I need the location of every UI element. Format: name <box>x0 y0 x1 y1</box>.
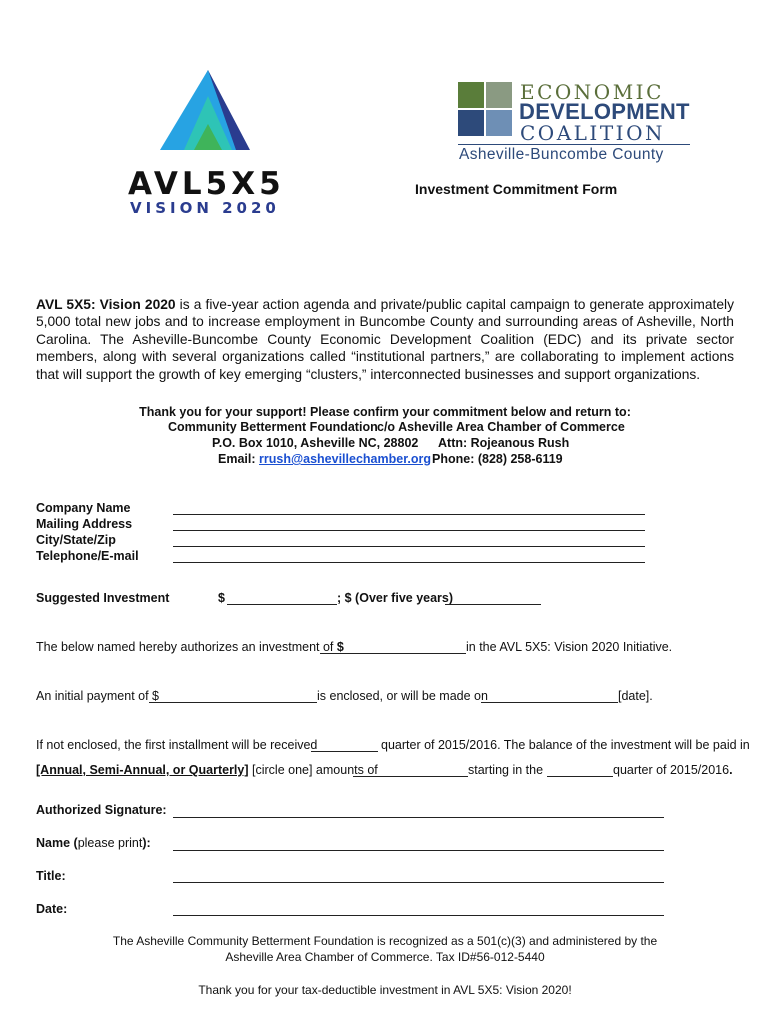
payment-after: [date]. <box>618 689 653 703</box>
installment-period: . <box>729 763 733 777</box>
contact-co: c/o Asheville Area Chamber of Commerce <box>377 420 625 434</box>
installment-row2 <box>36 763 378 777</box>
payment-before: An initial payment of $ <box>36 689 159 703</box>
installment-start-field[interactable] <box>547 776 613 777</box>
footer-notice <box>0 934 770 965</box>
installment-amounts-field[interactable] <box>353 776 468 777</box>
edc-line3: COALITION <box>520 121 665 145</box>
contact-attn: Attn: Rojeanous Rush <box>438 436 570 450</box>
installment-part4: starting in the <box>468 763 544 777</box>
avl-logo <box>128 68 288 218</box>
form-title: Investment Commitment Form <box>415 181 618 197</box>
contact-line1: Thank you for your support! Please confirm your commitment below and return to: <box>139 405 631 419</box>
footer-line2: Asheville Area Chamber of Commerce. Tax ID#56-012-5440 <box>225 949 545 964</box>
edc-line2: DEVELOPMENT <box>519 99 690 124</box>
authorize-before <box>36 640 344 654</box>
installment-end <box>613 763 733 777</box>
installment-part1: If not enclosed, the first installment will be received <box>36 738 318 752</box>
date-field[interactable] <box>173 915 664 916</box>
title-label: Title: <box>36 869 66 883</box>
title-field[interactable] <box>173 882 664 883</box>
company-name-field[interactable] <box>173 514 645 515</box>
edc-divider <box>458 144 690 145</box>
date-label: Date: <box>36 902 68 916</box>
installment-frequency[interactable]: [Annual, Semi-Annual, or Quarterly] <box>36 763 249 777</box>
avl-title: AVL5X5 <box>128 166 285 202</box>
edc-line1: ECONOMIC <box>520 80 664 104</box>
installment-part5: quarter of 2015/2016 <box>613 763 730 777</box>
investment-five-year-field[interactable] <box>445 604 541 605</box>
name-label-bold: Name ( <box>36 836 78 850</box>
avl-triangle-icon <box>128 68 288 152</box>
mailing-address-label: Mailing Address <box>36 517 133 531</box>
investment-amount-field[interactable] <box>227 604 337 605</box>
email-label: Email: <box>218 452 259 466</box>
name-field[interactable] <box>173 850 664 851</box>
authorized-signature-label: Authorized Signature: <box>36 803 167 817</box>
contact-org: Community Betterment Foundation <box>168 420 378 434</box>
intro-bold-lead: AVL 5X5: Vision 2020 <box>36 297 176 312</box>
installment-part3: [circle one] amounts of <box>248 763 378 777</box>
avl-subtitle: VISION 2020 <box>130 199 280 217</box>
email-link[interactable]: rrush@ashevillechamber.org <box>259 452 431 466</box>
intro-text: is a five-year action agenda and private/public capital campaign to generate approximately 5,000 total new jobs and to increase employment in Buncombe County and surrounding areas of Asheville, North Carolina. The Asheville-Buncombe County Economic Development Coalition (EDC) and its private sector members, along with several organizations called “institutional partners,” are collaborating to implement actions that will support the growth of key emerging “clusters,” interconnected businesses and support organizations. <box>36 297 734 382</box>
authorize-dollar: $ <box>336 640 344 654</box>
contact-email-row <box>218 452 431 466</box>
name-label-end: ): <box>142 836 151 850</box>
suggested-investment-label: Suggested Investment <box>36 591 170 605</box>
city-state-zip-field[interactable] <box>173 546 645 547</box>
mailing-address-field[interactable] <box>173 530 645 531</box>
edc-logo <box>458 82 698 162</box>
telephone-email-label: Telephone/E-mail <box>36 549 139 563</box>
contact-phone: Phone: (828) 258-6119 <box>432 452 563 466</box>
intro-paragraph <box>36 296 734 383</box>
investment-dollar: $ <box>218 591 225 605</box>
payment-amount-field[interactable] <box>149 702 317 703</box>
authorize-amount-field[interactable] <box>320 653 466 654</box>
company-name-label: Company Name <box>36 501 131 515</box>
payment-date-field[interactable] <box>481 702 618 703</box>
contact-block <box>0 404 770 420</box>
edc-county: Asheville-Buncombe County <box>459 146 664 163</box>
installment-quarter-field[interactable] <box>311 751 378 752</box>
authorize-after: in the AVL 5X5: Vision 2020 Initiative. <box>466 640 673 654</box>
footer-line1: The Asheville Community Betterment Foundation is recognized as a 501(c)(3) and administered by the <box>112 934 658 948</box>
name-label-normal: please print <box>77 836 143 850</box>
telephone-email-field[interactable] <box>173 562 645 563</box>
investment-over-five: ; $ (Over five years) <box>337 591 454 605</box>
contact-pobox: P.O. Box 1010, Asheville NC, 28802 <box>212 436 419 450</box>
payment-middle: is enclosed, or will be made on <box>317 689 488 703</box>
authorize-before-text: The below named hereby authorizes an investment of <box>36 640 337 654</box>
name-label <box>36 836 151 850</box>
authorized-signature-field[interactable] <box>173 817 664 818</box>
footer-thanks: Thank you for your tax-deductible investment in AVL 5X5: Vision 2020! <box>198 983 572 997</box>
installment-part2: quarter of 2015/2016. The balance of the investment will be paid in <box>381 738 750 752</box>
edc-grid-icon <box>458 82 514 138</box>
city-state-zip-label: City/State/Zip <box>36 533 116 547</box>
